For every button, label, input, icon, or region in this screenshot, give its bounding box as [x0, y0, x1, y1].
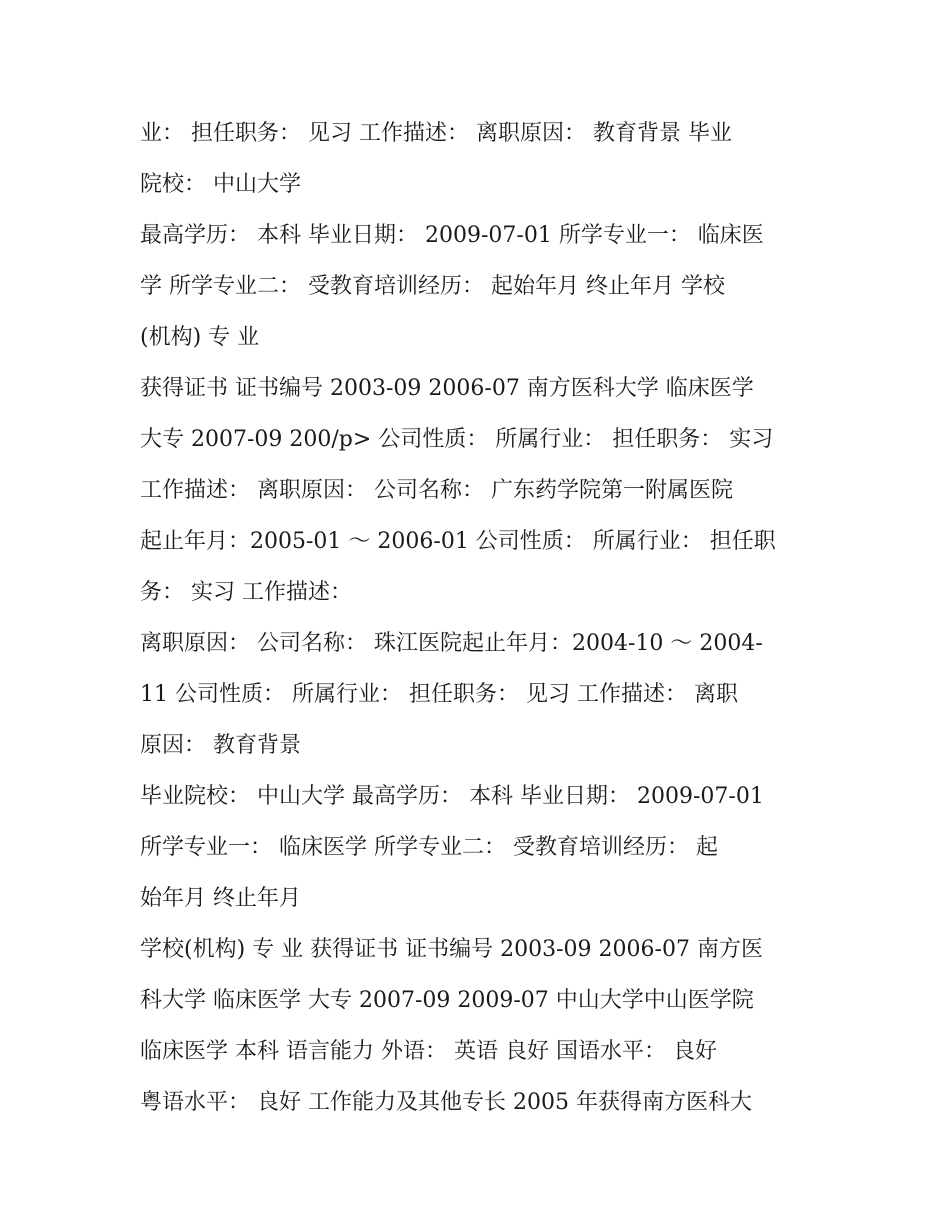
text-line: (机构) 专 业 [140, 325, 260, 350]
text-line: 获得证书 证书编号 2003-09 2006-07 南方医科大学 临床医学 [140, 376, 754, 401]
text-line: 毕业院校： 中山大学 最高学历： 本科 毕业日期： 2009-07-01 [140, 784, 764, 809]
text-line: 业： 担任职务： 见习 工作描述： 离职原因： 教育背景 毕业 [140, 121, 732, 146]
text-line: 学 所学专业二： 受教育培训经历： 起始年月 终止年月 学校 [140, 274, 725, 299]
text-line: 大专 2007-09 200/p> 公司性质： 所属行业： 担任职务： 实习 [140, 427, 774, 452]
text-line: 临床医学 本科 语言能力 外语： 英语 良好 国语水平： 良好 [140, 1039, 717, 1064]
resume-text-block [140, 108, 820, 1128]
text-line: 最高学历： 本科 毕业日期： 2009-07-01 所学专业一： 临床医 [140, 223, 764, 248]
text-line: 11 公司性质： 所属行业： 担任职务： 见习 工作描述： 离职 [140, 682, 738, 707]
text-line: 离职原因： 公司名称： 珠江医院起止年月：2004-10 ～ 2004- [140, 631, 763, 656]
text-line: 工作描述： 离职原因： 公司名称： 广东药学院第一附属医院 [140, 478, 733, 503]
text-line: 院校： 中山大学 [140, 172, 301, 197]
text-line: 学校(机构) 专 业 获得证书 证书编号 2003-09 2006-07 南方医 [140, 937, 763, 962]
text-line: 起止年月：2005-01 ～ 2006-01 公司性质： 所属行业： 担任职 [140, 529, 776, 554]
text-line: 粤语水平： 良好 工作能力及其他专长 2005 年获得南方医科大 [140, 1090, 752, 1115]
text-line: 科大学 临床医学 大专 2007-09 2009-07 中山大学中山医学院 [140, 988, 754, 1013]
text-line: 务： 实习 工作描述： [140, 580, 352, 605]
text-line: 所学专业一： 临床医学 所学专业二： 受教育培训经历： 起 [140, 835, 718, 860]
text-line: 原因： 教育背景 [140, 733, 301, 758]
text-line: 始年月 终止年月 [140, 886, 301, 911]
